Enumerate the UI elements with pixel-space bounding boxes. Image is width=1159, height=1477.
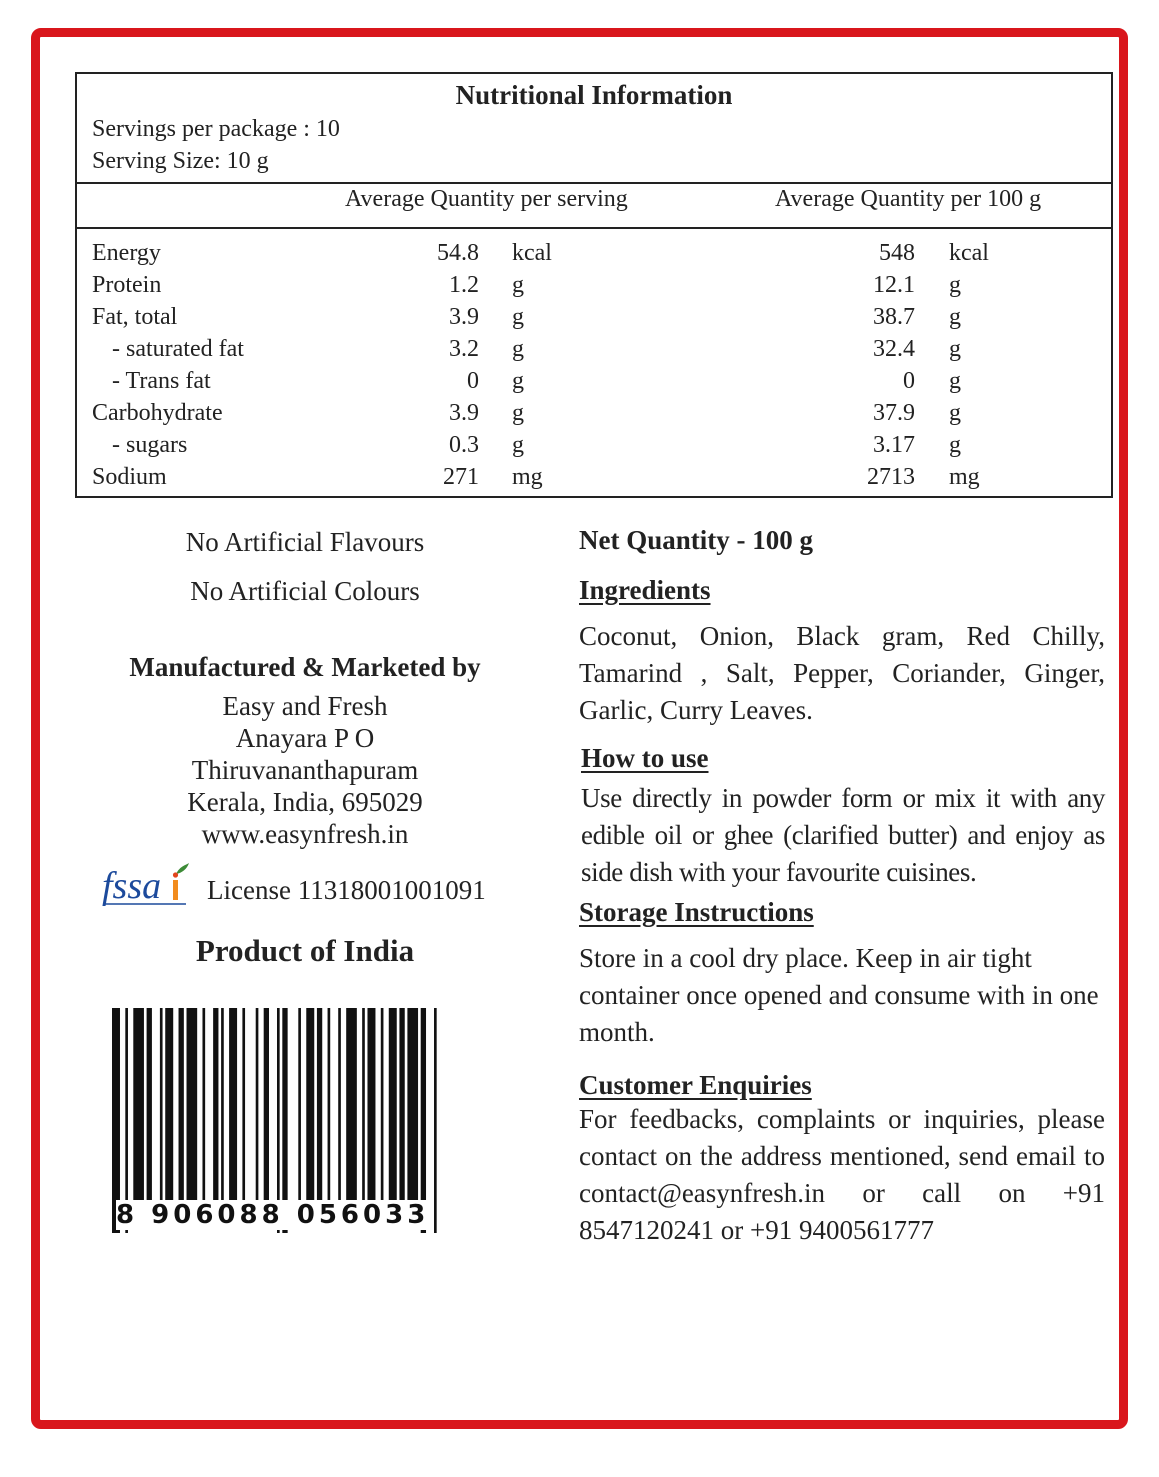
nutrition-title: Nutritional Information — [455, 80, 733, 110]
per-serving-unit: g — [512, 432, 524, 458]
nutrient-name: Sodium — [92, 464, 167, 490]
per-100g-unit: g — [949, 400, 961, 426]
barcode-bar — [256, 1008, 259, 1203]
servings-per-package: Servings per package : 10 — [92, 116, 340, 142]
barcode-bar — [187, 1008, 198, 1203]
barcode-bar — [328, 1008, 331, 1203]
barcode-bar — [399, 1008, 404, 1203]
column-header-per-100g: Average Quantity per 100 g — [775, 186, 1042, 212]
barcode-bar — [317, 1008, 322, 1203]
nutrient-name: Carbohydrate — [92, 400, 223, 426]
barcode-bar — [202, 1008, 205, 1203]
address-line: Kerala, India, 695029 — [187, 787, 423, 817]
per-serving-value: 0.3 — [449, 432, 479, 458]
per-serving-unit: kcal — [512, 240, 552, 266]
website: www.easynfresh.in — [201, 819, 409, 849]
barcode-bar — [242, 1008, 245, 1203]
barcode-bar — [179, 1008, 184, 1203]
table-divider — [77, 182, 1111, 184]
nutrient-name: Protein — [92, 272, 162, 298]
column-header-per-serving: Average Quantity per serving — [345, 186, 628, 212]
claim-no-colours: No Artificial Colours — [190, 576, 420, 606]
storage-text: Store in a cool dry place. Keep in air tight container once opened and consume with in one month. — [579, 943, 1099, 1047]
how-to-use-text: Use directly in powder form or mix it with any edible oil or ghee (clarified butter) and enjoy as side dish with your favourite cuisines. — [581, 783, 1105, 887]
per-100g-value: 3.17 — [873, 432, 915, 458]
per-serving-value: 1.2 — [449, 272, 479, 298]
nutrient-row — [77, 272, 1111, 304]
net-quantity: Net Quantity - 100 g — [579, 525, 813, 555]
claim-no-flavours: No Artificial Flavours — [185, 527, 425, 557]
fssai-license: License 11318001001091 — [207, 875, 486, 905]
barcode-bar — [389, 1008, 397, 1203]
table-divider — [77, 227, 1111, 229]
manufacturer-heading: Manufactured & Marketed by — [129, 652, 481, 682]
per-serving-unit: g — [512, 304, 524, 330]
per-100g-unit: kcal — [949, 240, 989, 266]
enquiries-heading: Customer Enquiries — [579, 1070, 812, 1100]
nutrient-row — [77, 368, 1111, 400]
nutrient-name: Fat, total — [92, 304, 178, 330]
nutrient-row — [77, 336, 1111, 368]
barcode-bar — [306, 1008, 314, 1203]
barcode-bar — [298, 1008, 301, 1203]
per-serving-value: 54.8 — [437, 240, 479, 266]
per-serving-unit: g — [512, 336, 524, 362]
per-serving-unit: g — [512, 368, 524, 394]
per-100g-unit: mg — [949, 464, 980, 490]
ingredients-text: Coconut, Onion, Black gram, Red Chilly, Tamarind , Salt, Pepper, Coriander, Ginger, Garlic, Curry Leaves. — [579, 621, 1105, 725]
barcode-bar — [367, 1008, 375, 1203]
svg-text:fssa: fssa — [102, 865, 162, 907]
per-100g-value: 32.4 — [873, 336, 915, 362]
nutrition-table — [75, 72, 1113, 498]
barcode-bar — [434, 1008, 437, 1233]
barcode-bar — [338, 1008, 341, 1203]
per-serving-value: 3.9 — [449, 304, 479, 330]
how-to-use-heading: How to use — [581, 743, 709, 773]
barcode-bar — [147, 1008, 152, 1203]
manufacturer-name: Easy and Fresh — [222, 691, 388, 721]
barcode-bar — [346, 1008, 357, 1203]
nutrient-row — [77, 400, 1111, 432]
address-line: Thiruvananthapuram — [191, 755, 419, 785]
nutrient-row — [77, 432, 1111, 464]
per-100g-value: 548 — [879, 240, 915, 266]
per-100g-unit: g — [949, 432, 961, 458]
per-100g-unit: g — [949, 336, 961, 362]
nutrient-row — [77, 304, 1111, 336]
per-100g-unit: g — [949, 304, 961, 330]
fssai-logo — [100, 860, 192, 912]
per-serving-value: 3.9 — [449, 400, 479, 426]
nutrient-name: - Trans fat — [112, 368, 211, 394]
barcode-bar — [264, 1008, 269, 1203]
per-serving-unit: g — [512, 272, 524, 298]
barcode-bar — [165, 1008, 173, 1203]
per-100g-value: 2713 — [867, 464, 915, 490]
per-100g-unit: g — [949, 368, 961, 394]
storage-heading: Storage Instructions — [579, 897, 814, 927]
nutrient-name: Energy — [92, 240, 161, 266]
ingredients-heading: Ingredients — [579, 575, 711, 605]
barcode-bar — [213, 1008, 218, 1203]
manufacturer-address — [80, 690, 530, 850]
barcode-bar — [229, 1008, 237, 1203]
address-line: Anayara P O — [235, 723, 375, 753]
product-origin: Product of India — [195, 933, 415, 968]
barcode-bar — [407, 1008, 418, 1203]
enquiries-text: For feedbacks, complaints or inquiries, please contact on the address mentioned, send email to contact@easynfresh.in or call on +91 8547120241 or +91 9400561777 — [579, 1104, 1105, 1245]
barcode-bar — [381, 1008, 384, 1203]
nutrient-row — [77, 240, 1111, 272]
per-100g-unit: g — [949, 272, 961, 298]
per-100g-value: 38.7 — [873, 304, 915, 330]
per-serving-value: 0 — [467, 368, 479, 394]
barcode-bar — [221, 1008, 224, 1203]
per-serving-value: 271 — [443, 464, 479, 490]
barcode-bar — [133, 1008, 144, 1203]
per-serving-unit: g — [512, 400, 524, 426]
nutrient-name: - sugars — [112, 432, 188, 458]
per-serving-unit: mg — [512, 464, 543, 490]
serving-size: Serving Size: 10 g — [92, 148, 269, 174]
per-100g-value: 12.1 — [873, 272, 915, 298]
per-100g-value: 37.9 — [873, 400, 915, 426]
nutrient-name: - saturated fat — [112, 336, 244, 362]
per-serving-value: 3.2 — [449, 336, 479, 362]
barcode-digits: 8 906088 056033 — [116, 1200, 430, 1230]
barcode-bar — [160, 1008, 163, 1203]
per-100g-value: 0 — [903, 368, 915, 394]
nutrient-row — [77, 464, 1111, 496]
barcode-bar — [362, 1008, 365, 1203]
